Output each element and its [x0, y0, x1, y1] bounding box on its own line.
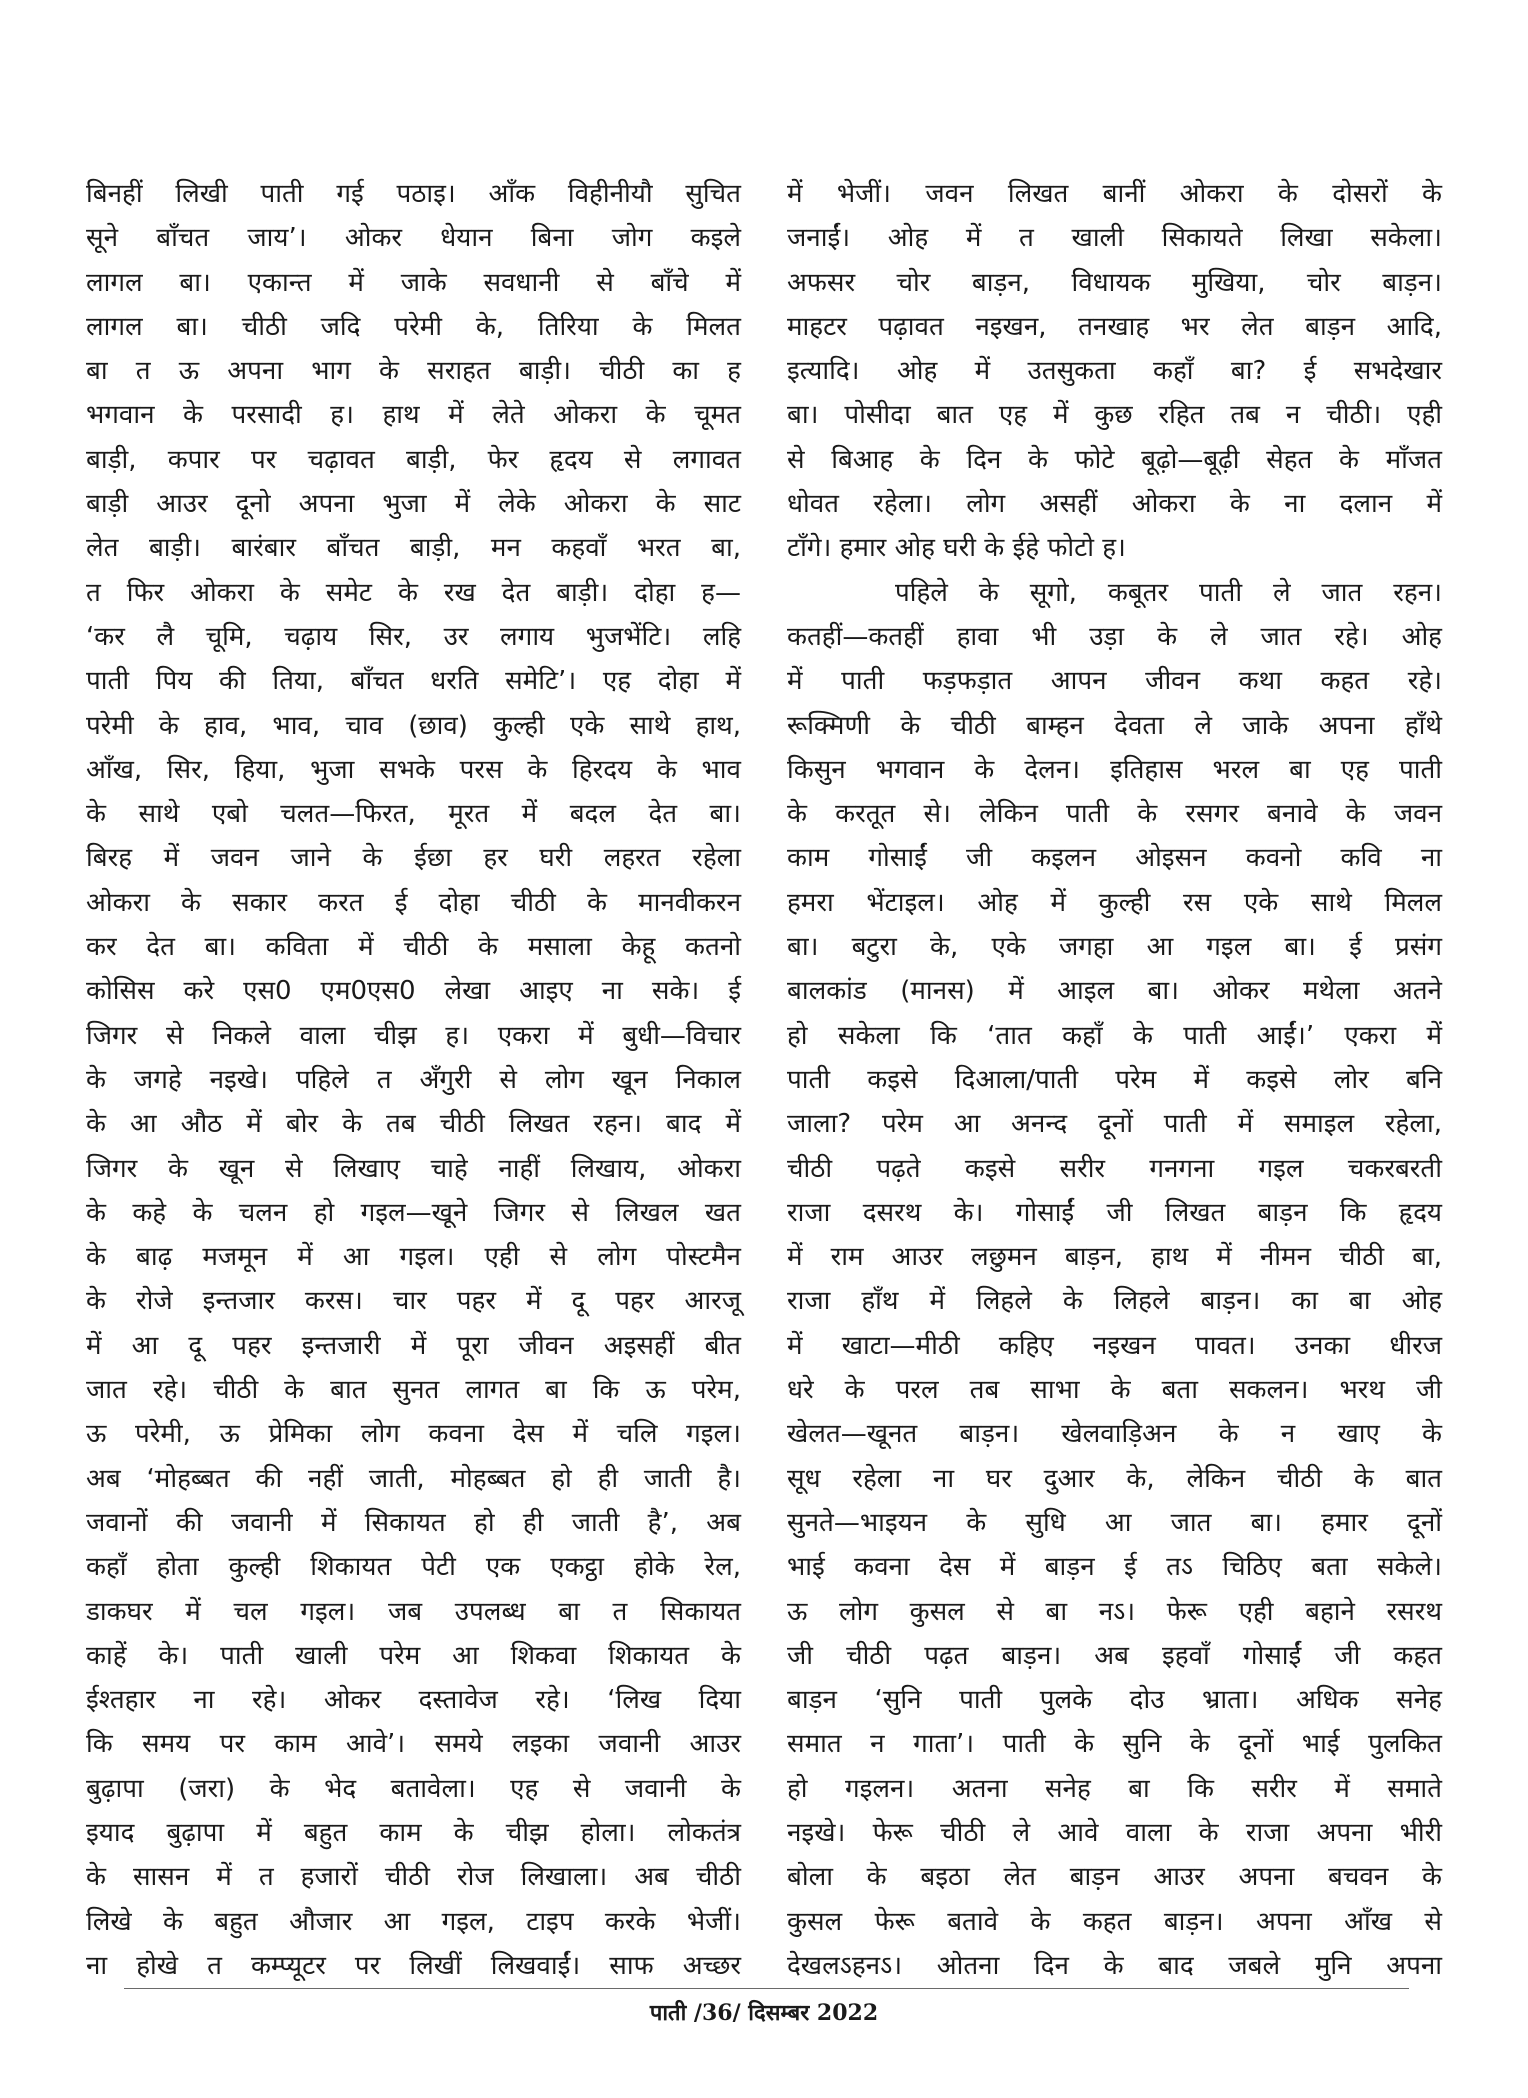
- text-line: जवानों की जवानी में सिकायत हो ही जाती है’, अब: [86, 1507, 741, 1538]
- text-line: जाला? परेम आ अनन्द दूनों पाती में समाइल रहेला,: [787, 1109, 1442, 1140]
- text-line: अफसर चोर बाड़न, विधायक मुखिया, चोर बाड़न।: [787, 267, 1442, 298]
- text-line: बुढ़ापा (जरा) के भेद बतावेला। एह से जवानी के: [86, 1773, 741, 1804]
- text-line: हो सकेला कि ‘तात कहाँ के पाती आईं।’ एकरा में: [787, 1020, 1442, 1051]
- text-line: के साथे एबो चलत—फिरत, मूरत में बदल देत बा।: [86, 799, 741, 830]
- text-line: काहें के। पाती खाली परेम आ शिकवा शिकायत के: [86, 1640, 741, 1671]
- text-line: किसुन भगवान के देलन। इतिहास भरल बा एह पाती: [787, 754, 1442, 785]
- text-line: बिनहीं लिखी पाती गई पठाइ। आँक विहीनीयौ सुचित: [86, 179, 741, 209]
- page-footer: पाती /36/ दिसम्बर 2022: [649, 2000, 879, 2026]
- text-line: जिगर के खून से लिखाए चाहे नाहीं लिखाय, ओकरा: [86, 1153, 741, 1184]
- paragraph-end-line: टाँगे। हमार ओह घरी के ईहे फोटो ह।: [787, 533, 1126, 564]
- text-line: सुनते—भाइयन के सुधि आ जात बा। हमार दूनों: [787, 1507, 1442, 1538]
- text-line: के कहे के चलन हो गइल—खूने जिगर से लिखल खत: [86, 1197, 741, 1228]
- text-line: कि समय पर काम आवे’। समये लइका जवानी आउर: [86, 1729, 741, 1760]
- text-line: चीठी पढ़ते कइसे सरीर गनगना गइल चकरबरती: [787, 1153, 1442, 1184]
- text-line: कहाँ होता कुल्ही शिकायत पेटी एक एकट्ठा होके रेल,: [86, 1552, 741, 1583]
- text-line: से बिआह के दिन के फोटे बूढ़ो—बूढ़ी सेहत के माँजत: [787, 444, 1442, 475]
- text-line: अब ‘मोहब्बत की नहीं जाती, मोहब्बत हो ही जाती है।: [86, 1463, 741, 1494]
- text-line: के रोजे इन्तजार करस। चार पहर में दू पहर आरजू: [86, 1286, 741, 1317]
- text-line: के आ औठ में बोर के तब चीठी लिखत रहन। बाद में: [86, 1109, 741, 1140]
- left-text-column: [86, 172, 741, 1981]
- text-line: समात न गाता’। पाती के सुनि के दूनों भाई पुलकित: [787, 1729, 1442, 1760]
- text-line: सूध रहेला ना घर दुआर के, लेकिन चीठी के बात: [787, 1463, 1442, 1494]
- text-line: हमरा भेंटाइल। ओह में कुल्ही रस एके साथे मिलल: [787, 887, 1442, 918]
- text-line: माहटर पढ़ावत नइखन, तनखाह भर लेत बाड़न आदि,: [787, 311, 1442, 342]
- text-line: लिखे के बहुत औजार आ गइल, टाइप करके भेजीं।: [86, 1906, 741, 1937]
- text-line: धरे के परल तब साभा के बता सकलन। भरथ जी: [787, 1375, 1442, 1406]
- text-line: रूक्मिणी के चीठी बाम्हन देवता ले जाके अपना हाँथे: [787, 710, 1442, 741]
- text-line: सूने बाँचत जाय’। ओकर धेयान बिना जोग कइले: [86, 223, 741, 254]
- text-line: ऊ लोग कुसल से बा नऽ। फेरू एही बहाने रसरथ: [787, 1596, 1442, 1627]
- text-line: ना होखे त कम्प्यूटर पर लिखीं लिखवाईं। साफ अच्छर: [86, 1950, 741, 1981]
- text-line: बा त ऊ अपना भाग के सराहत बाड़ी। चीठी का ह: [86, 356, 741, 387]
- text-line: भाई कवना देस में बाड़न ई तऽ चिठिए बता सकेले।: [787, 1552, 1442, 1583]
- text-line: देखलऽहनऽ। ओतना दिन के बाद जबले मुनि अपना: [787, 1950, 1442, 1981]
- text-line: जात रहे। चीठी के बात सुनत लागत बा कि ऊ परेम,: [86, 1375, 741, 1406]
- text-line: ‘कर लै चूमि, चढ़ाय सिर, उर लगाय भुजभेंटि। लहि: [86, 621, 741, 652]
- text-line: बा। पोसीदा बात एह में कुछ रहित तब न चीठी। एही: [787, 400, 1442, 431]
- text-line: बिरह में जवन जाने के ईछा हर घरी लहरत रहेला: [86, 843, 741, 874]
- text-line: के जगहे नइखे। पहिले त अँगुरी से लोग खून निकाल: [86, 1064, 741, 1095]
- text-line: बाड़ी, कपार पर चढ़ावत बाड़ी, फेर हृदय से लगावत: [86, 444, 741, 475]
- text-line: लागल बा। एकान्त में जाके सवधानी से बाँचे में: [86, 267, 741, 298]
- right-text-column: [787, 172, 1442, 1981]
- text-line: इयाद बुढ़ापा में बहुत काम के चीझ होला। लोकतंत्र: [86, 1817, 741, 1848]
- text-line: में भेजीं। जवन लिखत बानीं ओकरा के दोसरों के: [787, 179, 1442, 209]
- text-line: पाती पिय की तिया, बाँचत धरति समेटि’। एह दोहा में: [86, 666, 741, 697]
- text-line: इत्यादि। ओह में उतसुकता कहाँ बा? ई सभदेखार: [787, 356, 1442, 387]
- text-line: खेलत—खूनत बाड़न। खेलवाड़िअन के न खाए के: [787, 1419, 1442, 1450]
- text-line: जिगर से निकले वाला चीझ ह। एकरा में बुधी—विचार: [86, 1020, 741, 1051]
- text-line: राजा दसरथ के। गोसाईं जी लिखत बाड़न कि हृदय: [787, 1197, 1442, 1228]
- text-line: में आ दू पहर इन्तजारी में पूरा जीवन अइसहीं बीत: [86, 1330, 741, 1361]
- text-line: राजा हाँथ में लिहले के लिहले बाड़न। का बा ओह: [787, 1286, 1442, 1317]
- text-line: कोसिस करे एस0 एम0एस0 लेखा आइए ना सके। ई: [86, 976, 741, 1007]
- text-line: बाड़ी आउर दूनो अपना भुजा में लेके ओकरा के साट: [86, 489, 741, 520]
- text-line: ओकरा के सकार करत ई दोहा चीठी के मानवीकरन: [86, 887, 741, 918]
- text-line: के बाढ़ मजमून में आ गइल। एही से लोग पोस्टमैन: [86, 1242, 741, 1273]
- text-line: काम गोसाईं जी कइलन ओइसन कवनो कवि ना: [787, 843, 1442, 874]
- text-line: के सासन में त हजारों चीठी रोज लिखाला। अब चीठी: [86, 1862, 741, 1893]
- text-line: भगवान के परसादी ह। हाथ में लेते ओकरा के चूमत: [86, 400, 741, 431]
- text-line: ईश्तहार ना रहे। ओकर दस्तावेज रहे। ‘लिख दिया: [86, 1685, 741, 1716]
- text-line: परेमी के हाव, भाव, चाव (छाव) कुल्ही एके साथे हाथ,: [86, 710, 741, 741]
- text-line: धोवत रहेला। लोग असहीं ओकरा के ना दलान में: [787, 489, 1442, 520]
- text-line: आँख, सिर, हिया, भुजा सभके परस के हिरदय के भाव: [86, 754, 741, 785]
- footer-divider: [124, 1988, 1409, 1989]
- text-line: बाड़न ‘सुनि पाती पुलके दोउ भ्राता। अधिक सनेह: [787, 1685, 1442, 1716]
- text-line: में पाती फड़फड़ात आपन जीवन कथा कहत रहे।: [787, 666, 1442, 697]
- text-line: जनाईं। ओह में त खाली सिकायते लिखा सकेला।: [787, 223, 1442, 254]
- text-line: नइखे। फेरू चीठी ले आवे वाला के राजा अपना भीरी: [787, 1817, 1442, 1848]
- text-line: हो गइलन। अतना सनेह बा कि सरीर में समाते: [787, 1773, 1442, 1804]
- text-line: कुसल फेरू बतावे के कहत बाड़न। अपना आँख से: [787, 1906, 1442, 1937]
- text-line: बोला के बइठा लेत बाड़न आउर अपना बचवन के: [787, 1862, 1442, 1893]
- text-line: डाकघर में चल गइल। जब उपलब्ध बा त सिकायत: [86, 1596, 741, 1627]
- text-line: कतहीं—कतहीं हावा भी उड़ा के ले जात रहे। ओह: [787, 621, 1442, 652]
- text-line: के करतूत से। लेकिन पाती के रसगर बनावे के जवन: [787, 799, 1442, 830]
- text-line: में खाटा—मीठी कहिए नइखन पावत। उनका धीरज: [787, 1330, 1442, 1361]
- text-line: लागल बा। चीठी जदि परेमी के, तिरिया के मिलत: [86, 311, 741, 342]
- text-line: पाती कइसे दिआला/पाती परेम में कइसे लोर बनि: [787, 1064, 1442, 1095]
- text-line: लेत बाड़ी। बारंबार बाँचत बाड़ी, मन कहवाँ भरत बा,: [86, 533, 741, 564]
- text-line: ऊ परेमी, ऊ प्रेमिका लोग कवना देस में चलि गइल।: [86, 1419, 741, 1450]
- text-line: जी चीठी पढ़त बाड़न। अब इहवाँ गोसाईं जी कहत: [787, 1640, 1442, 1671]
- text-line: कर देत बा। कविता में चीठी के मसाला केहू कतनो: [86, 932, 741, 963]
- paragraph-start-line: पहिले के सूगो, कबूतर पाती ले जात रहन।: [895, 577, 1442, 608]
- text-line: त फिर ओकरा के समेट के रख देत बाड़ी। दोहा ह—: [86, 577, 741, 608]
- text-line: बालकांड (मानस) में आइल बा। ओकर मथेला अतने: [787, 976, 1442, 1007]
- text-line: बा। बटुरा के, एके जगहा आ गइल बा। ई प्रसंग: [787, 932, 1442, 963]
- text-line: में राम आउर लछुमन बाड़न, हाथ में नीमन चीठी बा,: [787, 1242, 1442, 1273]
